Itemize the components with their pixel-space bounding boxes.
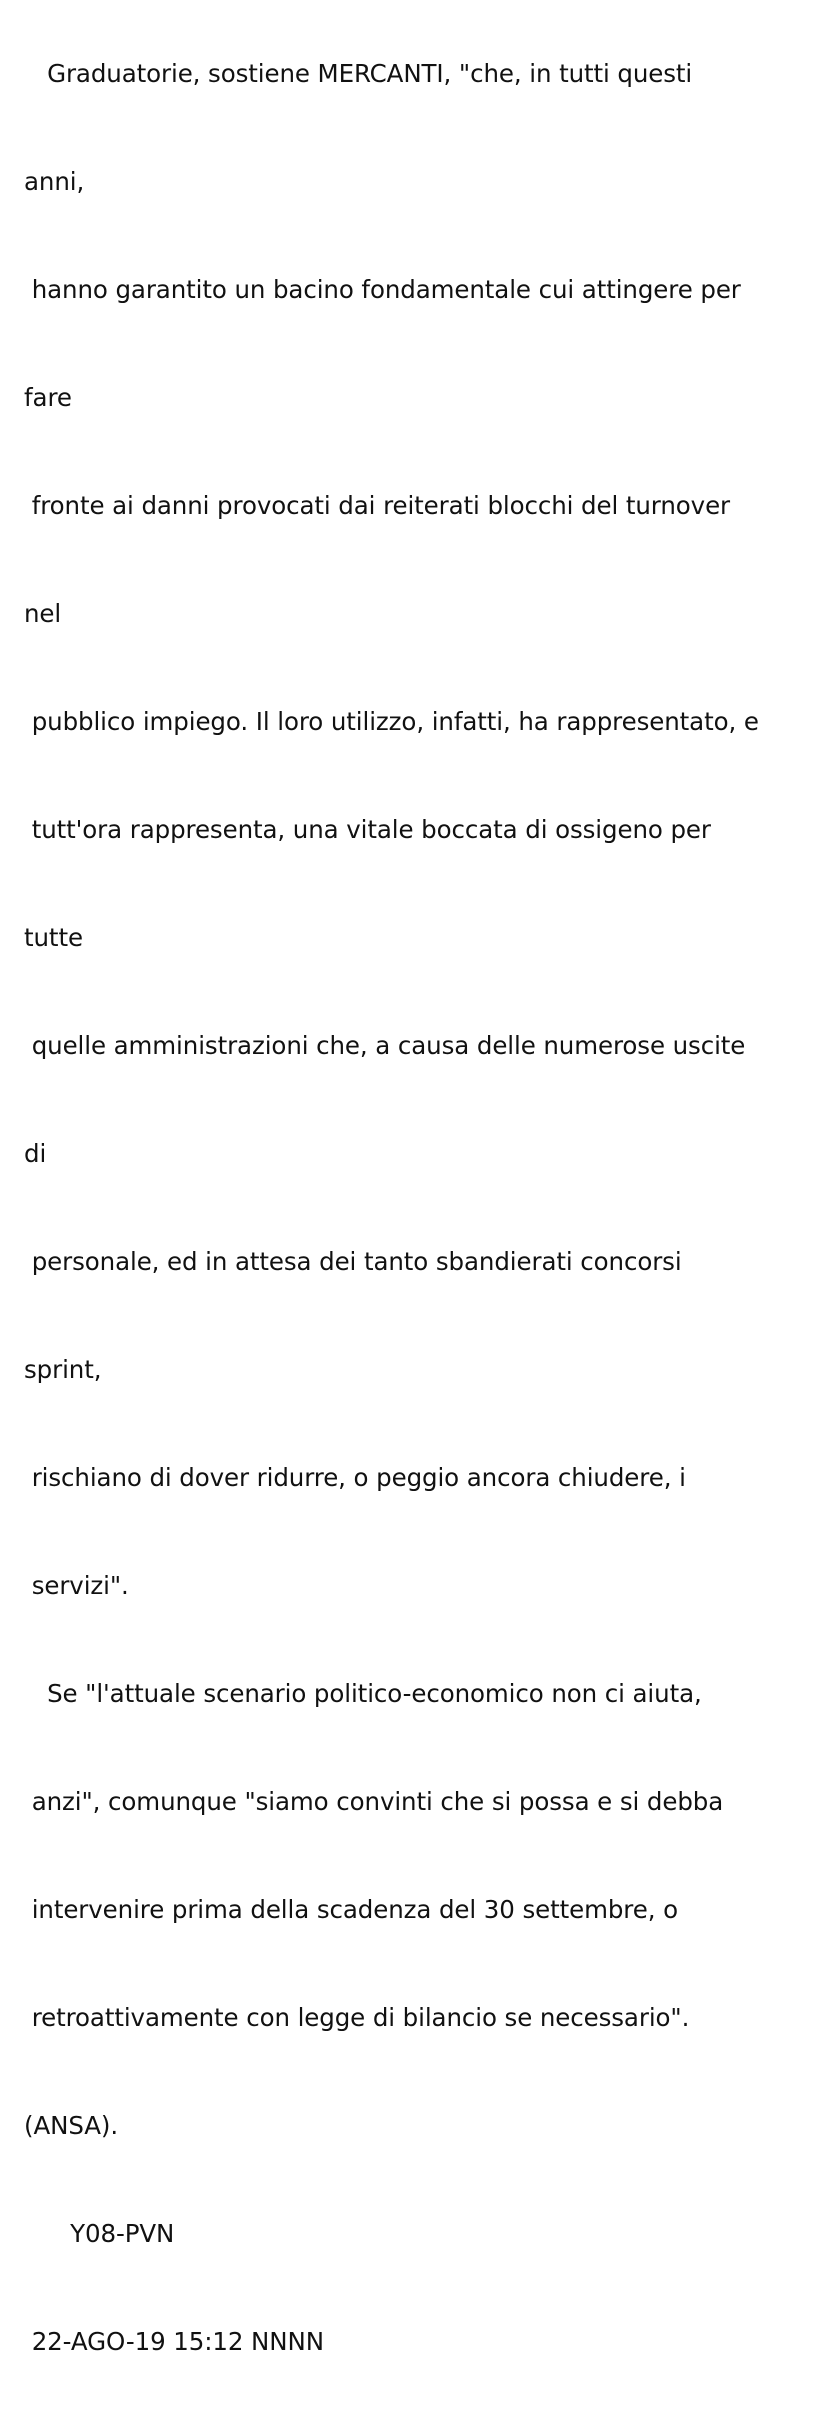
text-line: fronte ai danni provocati dai reiterati blocchi del turnover	[24, 491, 731, 520]
text-line: retroattivamente con legge di bilancio se necessario".	[24, 2003, 690, 2032]
text-line: di	[24, 1139, 47, 1168]
news-article-body	[24, 0, 814, 2432]
text-line: Se "l'attuale scenario politico-economico non ci aiuta,	[24, 1679, 702, 1708]
text-line: intervenire prima della scadenza del 30 settembre, o	[24, 1895, 678, 1924]
text-line: nel	[24, 599, 62, 628]
text-line: quelle amministrazioni che, a causa delle numerose uscite	[24, 1031, 746, 1060]
text-line: Y08-PVN	[24, 2219, 175, 2248]
text-line: tutte	[24, 923, 83, 952]
text-line: hanno garantito un bacino fondamentale cui attingere per	[24, 275, 741, 304]
text-line: Graduatorie, sostiene MERCANTI, "che, in tutti questi	[24, 59, 693, 88]
text-line: 22-AGO-19 15:12 NNNN	[24, 2327, 324, 2356]
text-line: pubblico impiego. Il loro utilizzo, infatti, ha rappresentato, e	[24, 707, 759, 736]
text-line: rischiano di dover ridurre, o peggio ancora chiudere, i	[24, 1463, 686, 1492]
text-line: anzi", comunque "siamo convinti che si possa e si debba	[24, 1787, 724, 1816]
text-line: anni,	[24, 167, 85, 196]
text-line: servizi".	[24, 1571, 129, 1600]
text-line: fare	[24, 383, 72, 412]
text-line: (ANSA).	[24, 2111, 119, 2140]
text-line: personale, ed in attesa dei tanto sbandierati concorsi	[24, 1247, 682, 1276]
text-line: tutt'ora rappresenta, una vitale boccata di ossigeno per	[24, 815, 711, 844]
text-line: sprint,	[24, 1355, 102, 1384]
